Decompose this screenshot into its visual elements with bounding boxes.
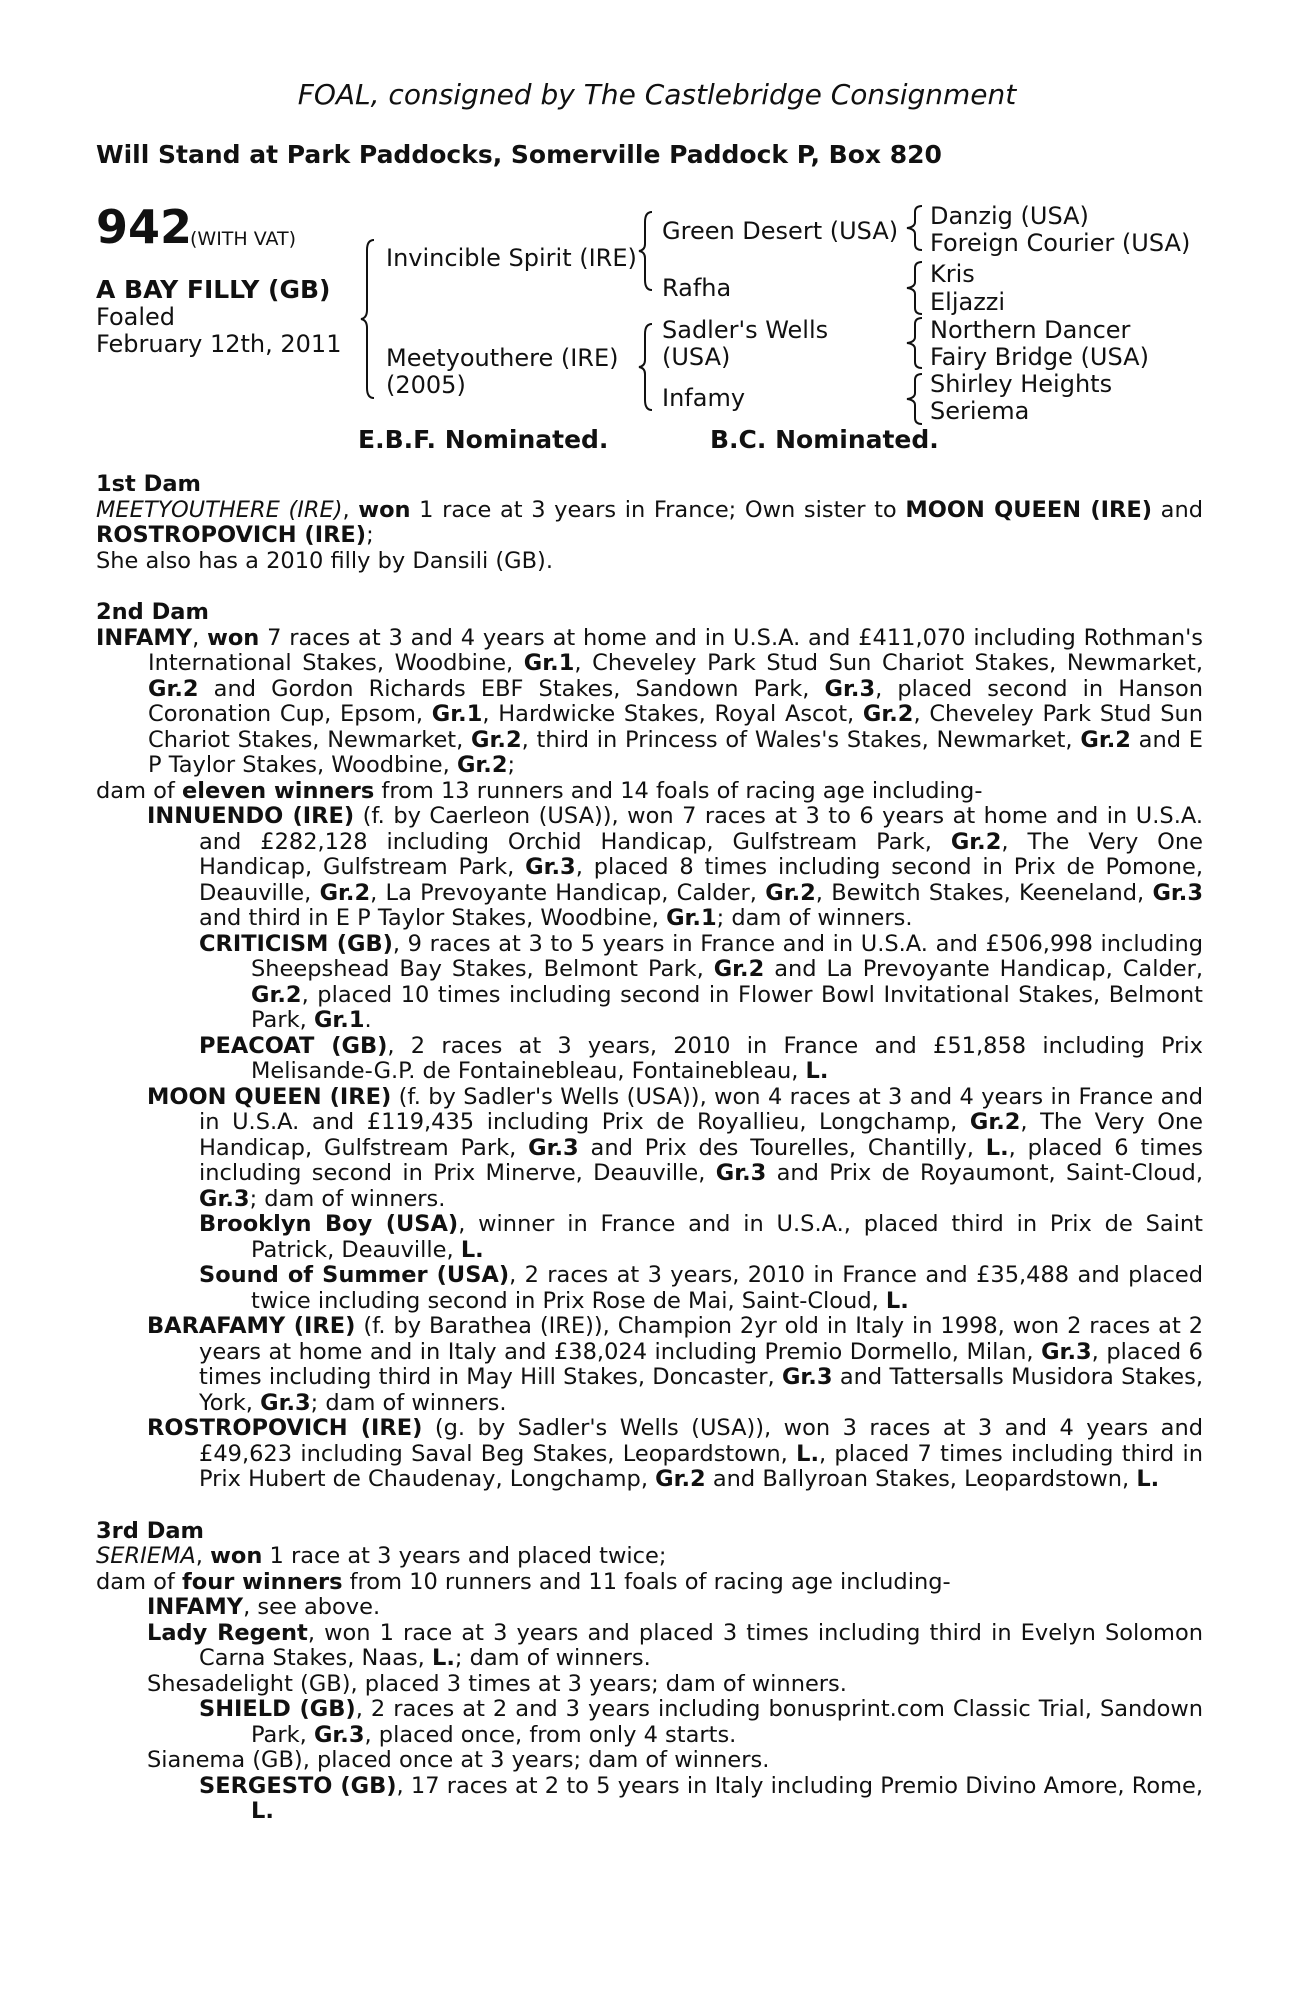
produce-entry xyxy=(96,1621,1203,1672)
text-run: , placed once, from only 4 starts. xyxy=(364,1721,737,1748)
dam-name: SERIEMA xyxy=(96,1543,196,1569)
grade-label: Gr.3 xyxy=(781,1364,833,1390)
grade-label: L. xyxy=(1136,1466,1160,1492)
grade-label: Gr.3 xyxy=(260,1389,311,1416)
third-dam-produce-summary xyxy=(96,1570,1203,1596)
produce-entry: Sianema (GB), placed once at 3 years; dam of winners. xyxy=(147,1747,770,1773)
text-run: and La Prevoyante Handicap, Calder, xyxy=(764,956,1203,982)
second-dam-paragraph: INFAMY, won 7 races at 3 and 4 years at home and in U.S.A. and £411,070 including Rothman's International Stakes, Woodbine, Gr.1, Cheveley Park Stud Sun Chariot Stakes, Newmarket, Gr.2 and Gordon Richards EBF Stakes, Sandown Park, Gr.3, placed second in Hanson Coronation Cup, Epsom, Gr.1, Hardwicke Stakes, Royal Ascot, Gr.2, Cheveley Park Stud Sun Chariot Stakes, Newmarket, Gr.2, third in Princess of Wales's Stakes, Newmarket, Gr.2 and E P Taylor Stakes, Woodbine, Gr.2; xyxy=(96,624,1203,778)
second-dam-produce-summary xyxy=(96,779,1203,805)
ebf-note: E.B.F. Nominated. xyxy=(358,425,609,454)
grade-label: Gr.3 xyxy=(525,854,576,880)
text-run: , placed second in Hanson Coronation Cup, Epsom, xyxy=(148,675,1203,727)
produce-entry xyxy=(96,1314,1203,1416)
third-dam-heading: 3rd Dam xyxy=(96,1517,204,1544)
dam-sire-name: Sadler's Wells xyxy=(662,316,829,344)
text-run: from 13 runners and 14 foals of racing age including- xyxy=(374,777,983,804)
grade-label: Gr.2 xyxy=(319,879,371,906)
horse-name: ROSTROPOVICH (IRE) xyxy=(147,1415,423,1441)
text-run: , 9 races at 3 to 5 years in France and in U.S.A. and £506,998 including Sheepshead Bay Stakes, Belmont Park, xyxy=(251,930,1203,982)
sire-dam-name: Rafha xyxy=(662,274,732,302)
horse-name: SERGESTO (GB) xyxy=(199,1772,397,1799)
text-run: and xyxy=(1152,496,1203,523)
grade-label: Gr.3 xyxy=(824,675,876,702)
text-run: and Gordon Richards EBF Stakes, Sandown Park, xyxy=(198,675,825,702)
grade-label: Gr.1 xyxy=(666,905,717,931)
grade-label: Gr.2 xyxy=(713,956,765,982)
text-run: . xyxy=(364,1007,372,1033)
grade-label: Gr.1 xyxy=(431,701,483,727)
produce-entry xyxy=(96,1212,1203,1263)
grade-label: L. xyxy=(985,1134,1009,1161)
text-run: and Tattersalls Musidora Stakes, York, xyxy=(199,1364,1203,1416)
grade-label: Gr.3 xyxy=(715,1160,767,1186)
text-run: , placed 6 times including second in Prix Minerve, Deauville, xyxy=(199,1134,1204,1186)
granddam-4: Seriema xyxy=(930,397,1030,425)
pedigree-brace xyxy=(904,372,926,426)
lot-title: A BAY FILLY (GB) xyxy=(96,275,331,304)
grandsire-1: Danzig (USA) xyxy=(930,202,1089,230)
foaled-label: Foaled xyxy=(96,303,176,331)
grade-label: Gr.2 xyxy=(655,1466,706,1492)
grade-label: L. xyxy=(885,1287,909,1314)
text-run: , 2 races at 3 years, 2010 in France and £51,858 including Prix Melisande-G.P. de Fontainebleau, Fontainebleau, xyxy=(251,1032,1204,1084)
first-dam-heading: 1st Dam xyxy=(96,471,201,497)
granddam-3: Fairy Bridge (USA) xyxy=(930,343,1149,371)
text-run: 1 race at 3 years and placed twice; xyxy=(262,1543,667,1569)
text-run: , third in Princess of Wales's Stakes, Newmarket, xyxy=(521,726,1081,753)
text-run: , La Prevoyante Handicap, Calder, xyxy=(370,879,766,906)
grandsire-4: Shirley Heights xyxy=(930,370,1113,398)
text-run: dam of xyxy=(96,777,182,804)
pedigree-brace xyxy=(358,238,378,400)
horse-name: INFAMY xyxy=(147,1594,244,1620)
dam-name: INFAMY xyxy=(96,624,193,651)
produce-entry xyxy=(96,932,1203,1034)
pedigree-brace xyxy=(636,210,656,292)
grade-label: L. xyxy=(796,1440,819,1467)
grade-label: L. xyxy=(431,1645,455,1671)
grade-label: Gr.2 xyxy=(765,879,816,906)
text-run: ; xyxy=(366,522,374,548)
grade-label: L. xyxy=(251,1798,274,1824)
text-run: and Prix de Royaumont, Saint-Cloud, xyxy=(766,1160,1203,1186)
grade-label: Gr.2 xyxy=(862,701,914,727)
text-run: from 10 runners and 11 foals of racing age including- xyxy=(342,1568,951,1595)
vat-note: (WITH VAT) xyxy=(190,228,297,250)
won-label: won xyxy=(210,1543,263,1569)
grade-label: L. xyxy=(460,1236,484,1263)
text-run: and E P Taylor Stakes, Woodbine, xyxy=(148,726,1203,778)
grade-label: Gr.2 xyxy=(456,752,508,778)
text-run: , The Very One Handicap, Gulfstream Park, xyxy=(199,1109,1204,1161)
text-run: , see above. xyxy=(243,1594,381,1620)
produce-entry xyxy=(96,1034,1203,1085)
text-run: dam of xyxy=(96,1568,182,1595)
text-run: (f. by Caerleon (USA)), won 7 races at 3 to 6 years at home and in U.S.A. and £282,128 including Orchid Handicap, Gulfstream Park, xyxy=(199,803,1204,855)
text-run: ; dam of winners. xyxy=(716,905,913,931)
winners-count: four winners xyxy=(181,1568,343,1595)
text-run: , placed 10 times including second in Flower Bowl Invitational Stakes, Belmont Park, xyxy=(251,981,1203,1033)
foaled-date: February 12th, 2011 xyxy=(96,330,342,358)
text-run: , placed 8 times including second in Prix de Pomone, Deauville, xyxy=(199,854,1203,906)
dam-name: MEETYOUTHERE (IRE) xyxy=(96,496,343,523)
horse-name: CRITICISM (GB) xyxy=(199,930,393,957)
first-dam-paragraph: MEETYOUTHERE (IRE), won 1 race at 3 years in France; Own sister to MOON QUEEN (IRE) and ROSTROPOVICH (IRE); xyxy=(96,496,1203,548)
text-run: (g. by Sadler's Wells (USA)), won 3 races at 3 and 4 years and £49,623 including Saval Beg Stakes, Leopardstown, xyxy=(199,1415,1203,1467)
sibling-name: ROSTROPOVICH (IRE) xyxy=(96,522,367,548)
produce-entry xyxy=(96,1416,1203,1493)
grade-label: Gr.1 xyxy=(313,1007,365,1033)
dam-year: (2005) xyxy=(386,371,466,399)
text-run: , Cheveley Park Stud Sun Chariot Stakes, Newmarket, xyxy=(574,650,1203,676)
produce-entry xyxy=(96,1697,1203,1748)
grade-label: Gr.3 xyxy=(1041,1338,1092,1365)
text-run: (f. by Sadler's Wells (USA)), won 4 races at 3 and 4 years in France and in U.S.A. and £119,435 including Prix de Royallieu, Longchamp, xyxy=(199,1083,1203,1135)
horse-name: PEACOAT (GB) xyxy=(199,1032,388,1059)
dam-sire-country: (USA) xyxy=(662,343,731,371)
stand-location: Will Stand at Park Paddocks, Somerville Paddock P, Box 820 xyxy=(96,140,942,169)
pedigree-brace xyxy=(636,322,656,412)
text-run: and Ballyroan Stakes, Leopardstown, xyxy=(705,1466,1137,1492)
produce-entry xyxy=(96,1085,1203,1213)
text-run: , Bewitch Stakes, Keeneland, xyxy=(815,879,1153,906)
horse-name: BARAFAMY (IRE) xyxy=(147,1313,356,1339)
pedigree-brace xyxy=(904,260,926,316)
text-run: ; dam of winners. xyxy=(310,1389,507,1416)
text-run: , 2 races at 2 and 3 years including bonusprint.com Classic Trial, Sandown Park, xyxy=(251,1696,1203,1748)
text-run: , Cheveley Park Stud Sun Chariot Stakes, Newmarket, xyxy=(148,701,1203,753)
text-run: ; xyxy=(507,752,516,778)
horse-name: Brooklyn Boy (USA) xyxy=(199,1211,459,1237)
grade-label: Gr.3 xyxy=(528,1134,579,1161)
text-run: , placed 6 times including third in May Hill Stakes, Doncaster, xyxy=(199,1338,1203,1390)
grade-label: Gr.3 xyxy=(199,1185,250,1212)
text-run: 7 races at 3 and 4 years at home and in U.S.A. and £411,070 including Rothman's International Stakes, Woodbine, xyxy=(148,624,1203,676)
text-run: , winner in France and in U.S.A., placed third in Prix de Saint Patrick, Deauville, xyxy=(251,1211,1203,1263)
catalogue-body xyxy=(96,472,1203,1825)
grade-label: Gr.3 xyxy=(313,1721,365,1748)
produce-entry xyxy=(96,1774,1203,1825)
sire-name: Invincible Spirit (IRE) xyxy=(386,244,637,272)
lot-number: 942 xyxy=(96,200,193,254)
won-label: won xyxy=(358,496,411,523)
grade-label: Gr.2 xyxy=(471,726,522,753)
dam-name: Meetyouthere (IRE) xyxy=(386,344,619,372)
grade-label: Gr.2 xyxy=(1080,726,1131,753)
produce-entry: Shesadelight (GB), placed 3 times at 3 years; dam of winners. xyxy=(147,1670,847,1697)
horse-name: Lady Regent xyxy=(147,1619,308,1646)
granddam-2: Eljazzi xyxy=(930,288,1006,316)
text-run: and third in E P Taylor Stakes, Woodbine, xyxy=(199,905,667,931)
grade-label: L. xyxy=(805,1058,829,1084)
horse-name: Sound of Summer (USA) xyxy=(199,1262,510,1288)
text-run: , placed 7 times including third in Prix Hubert de Chaudenay, Longchamp, xyxy=(199,1440,1203,1492)
grade-label: Gr.2 xyxy=(950,828,1002,855)
text-run: , The Very One Handicap, Gulfstream Park, xyxy=(199,828,1203,880)
text-run: , won 1 race at 3 years and placed 3 times including third in Evelyn Solomon Carna Stakes, Naas, xyxy=(199,1619,1203,1671)
text-run: , 17 races at 2 to 5 years in Italy including Premio Divino Amore, Rome, xyxy=(396,1772,1203,1799)
bc-note: B.C. Nominated. xyxy=(710,425,939,454)
text-run: and Prix des Tourelles, Chantilly, xyxy=(578,1134,986,1161)
grandsire-2: Kris xyxy=(930,260,975,288)
horse-name: INNUENDO (IRE) xyxy=(147,803,355,829)
pedigree-brace xyxy=(904,316,926,370)
sire-sire-name: Green Desert (USA) xyxy=(662,217,899,245)
grade-label: Gr.2 xyxy=(251,981,302,1008)
sibling-name: MOON QUEEN (IRE) xyxy=(905,496,1153,523)
second-dam-heading: 2nd Dam xyxy=(96,599,209,625)
produce-entry xyxy=(96,1595,1203,1621)
dam-dam-name: Infamy xyxy=(662,384,746,412)
won-label: won xyxy=(207,624,260,651)
grandsire-3: Northern Dancer xyxy=(930,316,1131,344)
first-dam-note: She also has a 2010 filly by Dansili (GB). xyxy=(96,547,553,574)
third-dam-paragraph: SERIEMA, won 1 race at 3 years and placed twice; xyxy=(96,1543,667,1569)
horse-name: MOON QUEEN (IRE) xyxy=(147,1083,392,1110)
text-run: 1 race at 3 years in France; Own sister to xyxy=(410,496,906,523)
produce-entry xyxy=(96,1263,1203,1314)
pedigree-brace xyxy=(904,204,926,252)
text-run: ; dam of winners. xyxy=(249,1185,446,1212)
produce-entry xyxy=(96,804,1203,932)
consignor-heading: FOAL, consigned by The Castlebridge Consignment xyxy=(297,78,1017,111)
grade-label: Gr.2 xyxy=(148,675,199,702)
grade-label: Gr.2 xyxy=(969,1109,1021,1135)
horse-name: SHIELD (GB) xyxy=(199,1696,356,1722)
grade-label: Gr.1 xyxy=(523,650,575,676)
text-run: , Hardwicke Stakes, Royal Ascot, xyxy=(482,701,863,727)
grade-label: Gr.3 xyxy=(1152,879,1203,906)
text-run: , 2 races at 3 years, 2010 in France and £35,488 and placed twice including second in Prix Rose de Mai, Saint-Cloud, xyxy=(251,1262,1203,1314)
text-run: (f. by Barathea (IRE)), Champion 2yr old in Italy in 1998, won 2 races at 2 years at home and in Italy and £38,024 including Premio Dormello, Milan, xyxy=(199,1313,1204,1365)
winners-count: eleven winners xyxy=(181,777,375,804)
text-run: ; dam of winners. xyxy=(454,1645,651,1671)
granddam-1: Foreign Courier (USA) xyxy=(930,229,1191,257)
